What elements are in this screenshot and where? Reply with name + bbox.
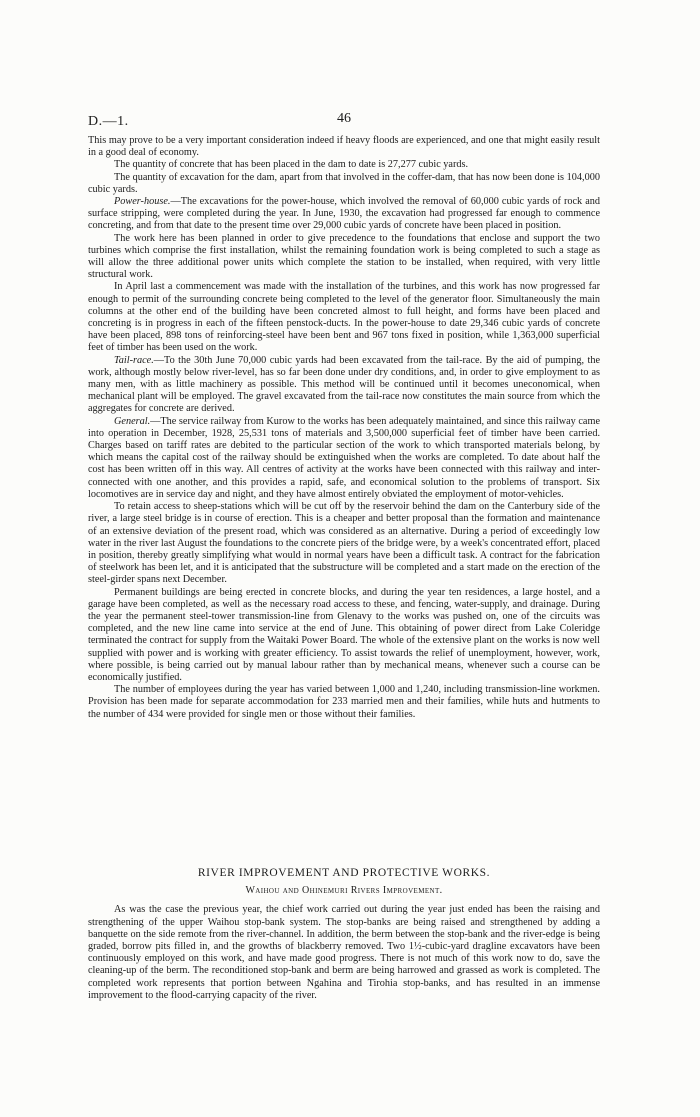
paragraph [88,587,600,685]
section-subtitle: Waihou and Ohinemuri Rivers Improvement. [245,885,443,897]
paragraph-text: The quantity of excavation for the dam, apart from that involved in the coffer-dam, that has now been done is 104,000 cubic yards. [88,171,600,195]
paragraph-text: —To the 30th June 70,000 cubic yards had been excavated from the tail-race. By the aid of pumping, the work, although mostly below river-level, has so far been done under dry conditions, and, in order to give employment to as many men, with as little machinery as possible. This method will be continued until it becomes uneconomical, when mechanical plant will be employed. The gravel excavated from the tail-race now constitutes the main source from which the aggregates for concrete are derived. [88,354,600,415]
paragraph [88,196,600,233]
paragraph [88,135,600,159]
paragraph-text: Permanent buildings are being erected in concrete blocks, and during the year ten residences, a large hostel, and a garage have been completed, as well as the necessary road access to these, and fencing, water-supply, and drainage. During the year the permanent steel-tower transmission-line from Glenavy to the works was pushed on, one of the circuits was completed, and the new line came into service at the end of June. This obtaining of power direct from Lake Coleridge terminated the contract for supply from the Waitaki Power Board. The whole of the extensive plant on the works is now well supplied with power and is working with greater efficiency. To assist towards the relief of unemployment, however, work, where possible, is being carried out by manual labour rather than by mechanical means, whenever such a course can be economically justified. [88,586,600,683]
paragraph [88,172,600,196]
paragraph-text: The number of employees during the year has varied between 1,000 and 1,240, including transmission-line workmen. Provision has been made for separate accommodation for 233 married men and their families, while huts and hutments to the number of 434 were provided for single men or those without their families. [88,684,600,720]
page-header [88,111,600,132]
paragraph-heading: Power-house. [114,196,171,208]
document-reference: D.—1. [88,114,129,129]
paragraph-heading: Tail-race. [114,354,154,366]
paragraph [88,355,600,416]
body-text [88,135,600,721]
river-improvement-section [88,867,600,1002]
paragraph [88,233,600,282]
paragraph [88,684,600,721]
paragraph [88,501,600,586]
paragraph-text: This may prove to be a very important consideration indeed if heavy floods are experienced, and one that might easily result in a good deal of economy. [88,135,600,159]
paragraph [88,416,600,501]
paragraph-text: In April last a commencement was made with the installation of the turbines, and this work has now progressed far enough to permit of the surrounding concrete being completed to the level of the generator floor. Simultaneously the main columns at the other end of the building have been concreted almost to full height, and forms have been placed and concreting is in progress in each of the fifteen penstock-ducts. In the power-house to date 29,346 cubic yards of concrete have been placed, 898 tons of reinforcing-steel have been bent and 967 tons fixed in position, while 1,363,000 superficial feet of timber has been used on the work. [88,281,600,354]
paragraph [88,159,600,171]
paragraph-text: —The service railway from Kurow to the works has been adequately maintained, and since this railway came into operation in December, 1928, 25,531 tons of materials and 3,500,000 superficial feet of timber have been carried. Charges based on tariff rates are debited to the particular section of the work to which transported materials belong, by which means the capital cost of the railway should be extinguished when the works are completed. To date about half the cost has been written off in this way. All centres of activity at the works have been connected with this railway and inter-connected with one another, and this provides a rapid, safe, and economical solution to the problems of transport. Six locomotives are in service day and night, and they have almost entirely obviated the employment of motor-vehicles. [88,415,600,500]
section-title: RIVER IMPROVEMENT AND PROTECTIVE WORKS. [197,867,491,879]
paragraph-text: The work here has been planned in order to give precedence to the foundations that enclose and support the two turbines which comprise the first installation, whilst the remaining foundation work is being completed to such a stage as will allow the three additional power units which complete the station to be installed, when required, with very little structural work. [88,232,600,281]
paragraph-text: To retain access to sheep-stations which will be cut off by the reservoir behind the dam on the Canterbury side of the river, a large steel bridge is in course of erection. This is a cheaper and better proposal than the formation and maintenance of an extensive deviation of the present road, which was considered as an alternative. During a period of exceedingly low water in the river last August the foundations to the concrete piers of the bridge were, by a week's concentrated effort, placed in position, thereby greatly simplifying what would in normal years have been a difficult task. A contract for the fabrication of steelwork has been let, and it is anticipated that the substructure will be completed and a start made on the erection of the steel-girder spans next December. [88,501,600,586]
paragraph-heading: General. [114,415,151,427]
page-number: 46 [337,111,351,126]
section-paragraph: As was the case the previous year, the chief work carried out during the year just ended has been the raising and strengthening of the upper Waihou stop-bank system. The stop-banks are being raised and strengthened by adding a banquette on the side remote from the river-channel. In addition, the berm between the stop-bank and the river-edge is being graded, borrow pits filled in, and the growths of blackberry removed. Two 1½-cubic-yard dragline excavators have been continuously employed on this work, and have made good progress. There is not much of this work now to do, save the cleaning-up of the berm. The reconditioned stop-bank and berm are being harrowed and grassed as work is completed. The completed work represents that portion between Ngahina and Tirohia stop-banks, and has resulted in an immense improvement to the flood-carrying capacity of the river. [88,904,600,1001]
paragraph-text: The quantity of concrete that has been placed in the dam to date is 27,277 cubic yards. [114,159,469,171]
paragraph [88,281,600,354]
paragraph-text: —The excavations for the power-house, which involved the removal of 60,000 cubic yards of rock and surface stripping, were completed during the year. In June, 1930, the excavation had progressed far enough to commence concreting, and from that date to the present time over 29,000 cubic yards of concrete have been placed in position. [88,196,600,232]
